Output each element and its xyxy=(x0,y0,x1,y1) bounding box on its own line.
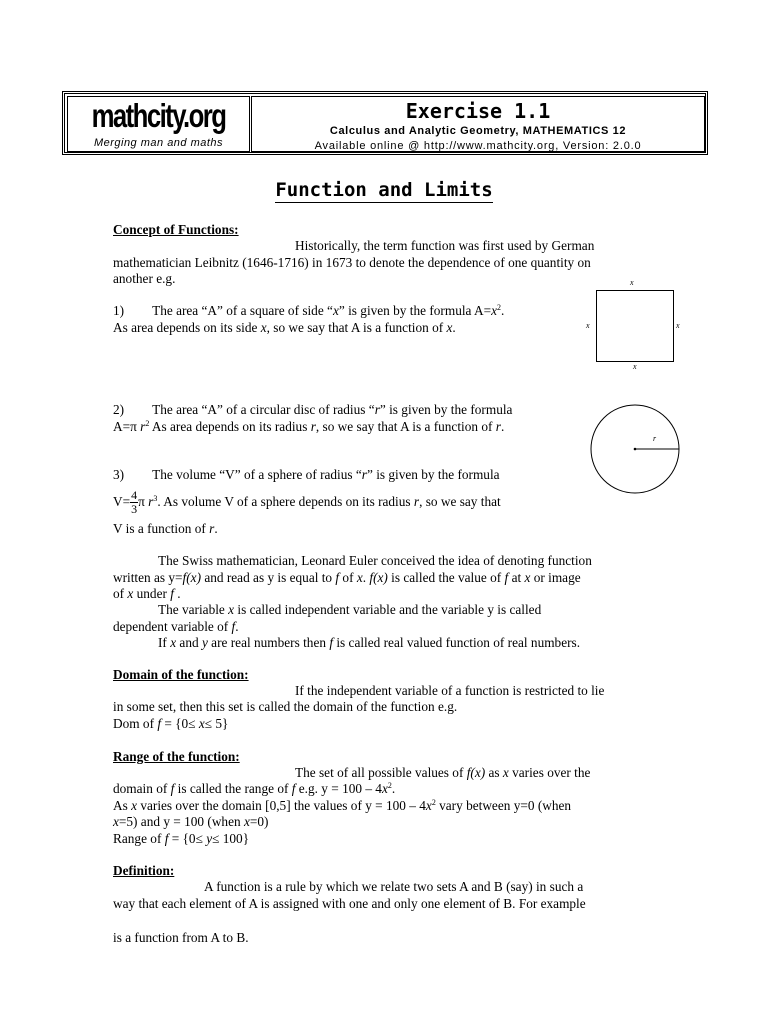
euler-line-2: written as y=f(x) and read as y is equal to f of x. f(x) is called the value of f at x or image xyxy=(113,570,581,585)
example-1-line-2: As area depends on its side x, so we say that A is a function of x. xyxy=(113,320,456,335)
example-2-line-1: 2) The area “A” of a circular disc of radius “r” is given by the formula xyxy=(113,402,513,417)
circle-radius-label: r xyxy=(653,434,657,443)
concept-line-3: another e.g. xyxy=(113,271,176,286)
euler-line-1: The Swiss mathematician, Leonard Euler conceived the idea of denoting function xyxy=(158,553,592,568)
definition-heading: Definition: xyxy=(113,863,175,878)
definition-line-2: way that each element of A is assigned with one and only one element of B. For example xyxy=(113,896,586,911)
header-box xyxy=(62,91,708,155)
euler-line-6: If x and y are real numbers then f is called real valued function of real numbers. xyxy=(158,635,581,650)
course-title: Calculus and Analytic Geometry, MATHEMATICS 12 xyxy=(329,125,627,137)
square-right-label: x xyxy=(676,321,680,330)
euler-line-5: dependent variable of f. xyxy=(113,619,239,634)
fraction-four-thirds: $\frac{4}{3}$ xyxy=(131,488,138,517)
site-logo[interactable]: mathcity.org xyxy=(91,97,226,134)
euler-line-3: of x under f . xyxy=(113,586,181,601)
square-bottom-label: x xyxy=(633,362,637,371)
example-1-line-1: 1) The area “A” of a square of side “x” is given by the formula $A=x^2$. xyxy=(113,303,505,318)
square-top-label: x xyxy=(630,278,634,287)
definition-line-3: is a function from A to B. xyxy=(113,930,249,945)
range-heading: Range of the function: xyxy=(113,749,240,764)
range-line-5: Range of f = {0≤ y≤ 100} xyxy=(113,831,250,846)
example-2-line-2: A=π $r^2$ As area depends on its radius r, so we say that A is a function of r. xyxy=(113,419,505,434)
concept-line-2: mathematician Leibnitz (1646-1716) in 1673 to denote the dependence of one quantity on xyxy=(113,255,591,270)
range-line-4: x=5) and y = 100 (when x=0) xyxy=(113,814,269,829)
range-line-3: As x varies over the domain [0,5] the values of $y = 100 - 4x^2$ vary between y=0 (when xyxy=(113,798,572,813)
concept-heading: Concept of Functions: xyxy=(113,222,239,237)
euler-line-4: The variable x is called independent variable and the variable y is called xyxy=(158,602,542,617)
range-line-1: The set of all possible values of f(x) as x varies over the xyxy=(295,765,591,780)
example-3-line-1: 3) The volume “V” of a sphere of radius “r” is given by the formula xyxy=(113,467,500,482)
domain-line-2: in some set, then this set is called the domain of the function e.g. xyxy=(113,699,458,714)
square-figure xyxy=(582,278,687,373)
availability-note[interactable]: Available online @ http://www.mathcity.org, Version: 2.0.0 xyxy=(314,140,642,152)
example-3-line-2: V= $\frac{4}{3}$ π $r^3$. As volume V of a sphere depends on its radius r, so we say that xyxy=(113,488,501,517)
domain-line-1: If the independent variable of a function is restricted to lie xyxy=(295,683,605,698)
circle-center-point xyxy=(634,448,637,451)
concept-line-1: Historically, the term function was first used by German xyxy=(295,238,595,253)
definition-line-1: A function is a rule by which we relate two sets A and B (say) in such a xyxy=(204,879,584,894)
domain-heading: Domain of the function: xyxy=(113,667,249,682)
exercise-title: Exercise 1.1 xyxy=(405,99,551,123)
header-logo-cell xyxy=(67,96,250,152)
header-info-cell xyxy=(251,96,705,152)
tagline: Merging man and maths xyxy=(93,137,224,149)
range-line-2: domain of f is called the range of f e.g. $y = 100 - 4x^2$. xyxy=(113,781,396,796)
square-left-label: x xyxy=(586,321,590,330)
example-3-line-3: V is a function of r. xyxy=(113,521,218,536)
circle-figure xyxy=(588,402,688,498)
square-shape xyxy=(596,290,674,362)
page-title: Function and Limits xyxy=(275,179,493,201)
domain-line-3: Dom of f = {0≤ x≤ 5} xyxy=(113,716,229,731)
